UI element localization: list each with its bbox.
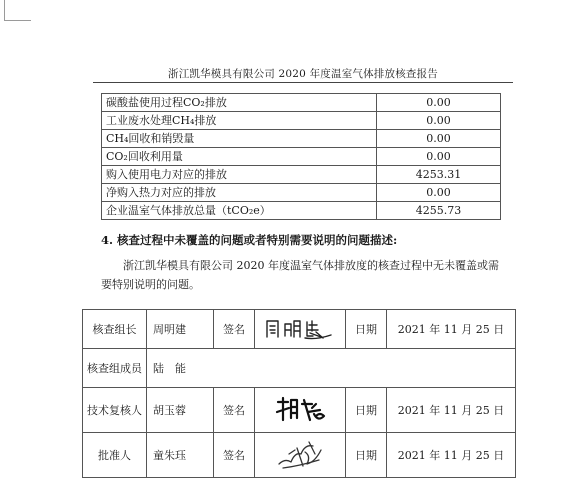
table-row <box>102 202 501 220</box>
section-paragraph: 浙江凯华模具有限公司 2020 年度温室气体排放度的核查过程中无未覆盖或需要特别说明的问题。 <box>101 259 499 291</box>
emission-value: 0.00 <box>377 148 501 166</box>
emission-item: CH₄回收和销毁量 <box>102 130 377 148</box>
signature-cell <box>255 433 346 478</box>
emission-item: 购入使用电力对应的排放 <box>102 166 377 184</box>
sign-date: 2021 年 11 月 25 日 <box>387 388 516 433</box>
emission-value: 0.00 <box>377 130 501 148</box>
role-label: 核查组成员 <box>83 349 147 388</box>
date-label: 日期 <box>346 388 387 433</box>
table-row <box>83 388 516 433</box>
table-row <box>83 349 516 388</box>
emission-item: 碳酸盐使用过程CO₂排放 <box>102 94 377 112</box>
role-label: 批准人 <box>83 433 147 478</box>
header-divider <box>93 82 513 83</box>
date-label: 日期 <box>346 433 387 478</box>
handwritten-signature <box>261 316 339 342</box>
table-row <box>102 130 501 148</box>
emission-value: 4253.31 <box>377 166 501 184</box>
person-name: 陆 能 <box>147 349 516 388</box>
emission-item: 企业温室气体排放总量（tCO₂e） <box>102 202 377 220</box>
handwritten-signature <box>275 438 325 472</box>
person-name: 胡玉蓉 <box>147 388 214 433</box>
role-label: 技术复核人 <box>83 388 147 433</box>
sign-date: 2021 年 11 月 25 日 <box>387 433 516 478</box>
handwritten-signature <box>272 394 328 426</box>
signoff-table <box>82 309 516 478</box>
report-header: 浙江凯华模具有限公司 2020 年度温室气体排放核查报告 <box>168 68 438 80</box>
signature-cell <box>255 388 346 433</box>
signature-cell <box>255 310 346 349</box>
date-label: 日期 <box>346 310 387 349</box>
emission-item: CO₂回收利用量 <box>102 148 377 166</box>
section-title: 4. 核查过程中未覆盖的问题或者特别需要说明的问题描述: <box>101 233 398 247</box>
table-row <box>102 94 501 112</box>
emission-item: 工业废水处理CH₄排放 <box>102 112 377 130</box>
emission-value: 4255.73 <box>377 202 501 220</box>
table-row <box>102 166 501 184</box>
signature-label: 签名 <box>214 310 255 349</box>
emission-item: 净购入热力对应的排放 <box>102 184 377 202</box>
table-row <box>102 184 501 202</box>
role-label: 核查组长 <box>83 310 147 349</box>
emission-value: 0.00 <box>377 112 501 130</box>
sign-date: 2021 年 11 月 25 日 <box>387 310 516 349</box>
signature-label: 签名 <box>214 433 255 478</box>
emission-value: 0.00 <box>377 94 501 112</box>
signature-label: 签名 <box>214 388 255 433</box>
table-row <box>83 433 516 478</box>
person-name: 童朱珏 <box>147 433 214 478</box>
person-name: 周明建 <box>147 310 214 349</box>
table-row <box>102 148 501 166</box>
emissions-table <box>101 93 501 220</box>
crop-mark <box>4 0 31 21</box>
table-row <box>83 310 516 349</box>
emission-value: 0.00 <box>377 184 501 202</box>
table-row <box>102 112 501 130</box>
